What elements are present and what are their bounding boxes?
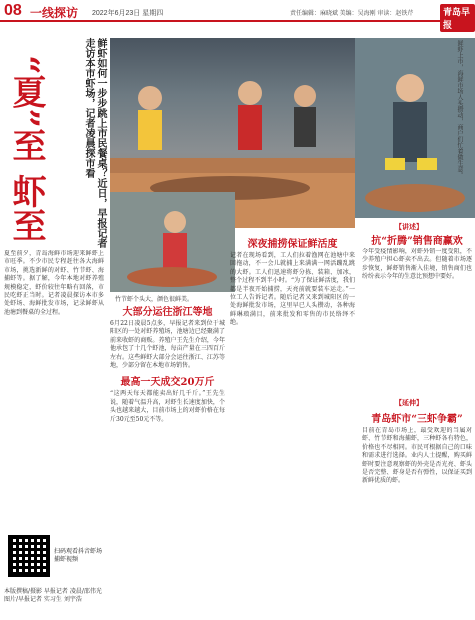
bamboo-shrimp-illustration bbox=[110, 192, 235, 292]
article-column-3 bbox=[230, 232, 355, 620]
subheading-volume: 最高一天成交20万斤 bbox=[120, 377, 215, 389]
headline-deck: 鲜虾如何一步步跳上市民餐桌？近日，早报记者走访本市虾场，记者凌晨探市看 bbox=[83, 38, 106, 248]
body-text: 6月22日凌晨5点多，早报记者来到位于城阳区的一处对虾养殖场，池塘边已经聚满了前来收虾的商贩。养殖户王先生介绍，今年他承包了十几个虾池，每亩产量在三四百斤左右。这些鲜虾大部分会运往浙江、江苏等地，少部分留在本地市场销售。 bbox=[110, 320, 225, 370]
byline-credits: 本版撰稿/摄影 早报记者 凌晨/邵伟光 图片/早报记者 实习生 刘宇浩 bbox=[4, 588, 102, 603]
qr-code[interactable] bbox=[8, 535, 50, 577]
lead-paragraph: 夏至前夕，青岛海鲜市场迎来鲜虾上市旺季。不少市民专程赶往各大海鲜市场，挑选新鲜的对虾、竹节虾、海捕虾等。据了解，今年本地对虾养殖规模稳定，虾价较往年略有回落，市民吃虾正当时。记者凌晨探访本市多处虾场、海鲜批发市场，记录鲜虾从池塘到餐桌的全过程。 bbox=[4, 250, 104, 316]
newspaper-logo: 青岛早报 bbox=[440, 4, 475, 32]
headline: “夏”至 虾至 bbox=[6, 55, 46, 242]
page-number: 08 bbox=[4, 2, 22, 19]
sidebar-tag-story: 【讲述】 bbox=[395, 224, 423, 231]
section-name: 一线探访 bbox=[30, 6, 79, 20]
article-column-2 bbox=[110, 300, 225, 620]
bamboo-shrimp-photo bbox=[110, 192, 235, 292]
sidebar-text-shrimp-types: 目前在青岛市场上，最受欢迎的当属对虾、竹节虾和海捕虾，三种虾各有特色，价格也不尽相同。市民可根据自己的口味和需求进行选择。业内人士提醒，购买鲜虾时要注意观察虾的外壳是否光亮、虾头是否完整、虾身是否有弹性，以保证买到新鲜优质的虾。 bbox=[362, 427, 472, 485]
vendor-photo-caption: 鲜虾上市，海鲜市场人头攒动，商户们忙着做生意。 bbox=[456, 40, 463, 178]
subheading-night-catch: 深夜捕捞保证鲜活度 bbox=[247, 239, 338, 250]
sidebar-text-sales: 今年受疫情影响，对虾外销一度受阻，不少养殖户担心虾卖不出去。但随着市场逐步恢复，鲜虾销售渐入佳境，销售商们也纷纷表示今年的生意比预想中要好。 bbox=[362, 248, 472, 281]
sidebar-tag-extension: 【延伸】 bbox=[395, 400, 423, 407]
editor-credits: 责任编辑：麻晓斌 美编：吴海刚 审读：赵铁芹 bbox=[290, 11, 414, 17]
issue-date: 2022年6月23日 星期四 bbox=[92, 10, 164, 17]
photo-caption: 竹节虾个头大，颜色很鲜美。 bbox=[115, 297, 194, 303]
body-text: “这两天每天都能卖出好几千斤。”王先生说，随着气温升高，对虾生长速度加快，个头也越来越大，目前市场上的对虾价格在每斤30元至50元不等。 bbox=[110, 390, 225, 423]
sidebar-headline-sales: 抗“折腾”销售商赢欢 bbox=[371, 236, 463, 247]
body-text: 记者在现场看到，工人们拉着渔网在池塘中来回拖动，不一会儿就捕上来满满一网活蹦乱跳的大虾。工人们迅速将虾分拣、装箱、加冰，整个过程不到半小时。“为了保证鲜活度，我们都是半夜开始捕捞，天亮前就要装车运走。”一位工人告诉记者。随后记者又来到城阳区的一处海鲜批发市场，这里早已人头攒动，各种海鲜琳琅满目，前来批发和零售的市民络绎不绝。 bbox=[230, 252, 355, 327]
subheading-transport: 大部分运往浙江等地 bbox=[122, 307, 213, 318]
qr-code-label: 扫码观看抖音虾场捕虾视频 bbox=[54, 548, 103, 563]
sidebar-headline-shrimp-types: 青岛虾市“三虾争霸” bbox=[371, 414, 463, 425]
